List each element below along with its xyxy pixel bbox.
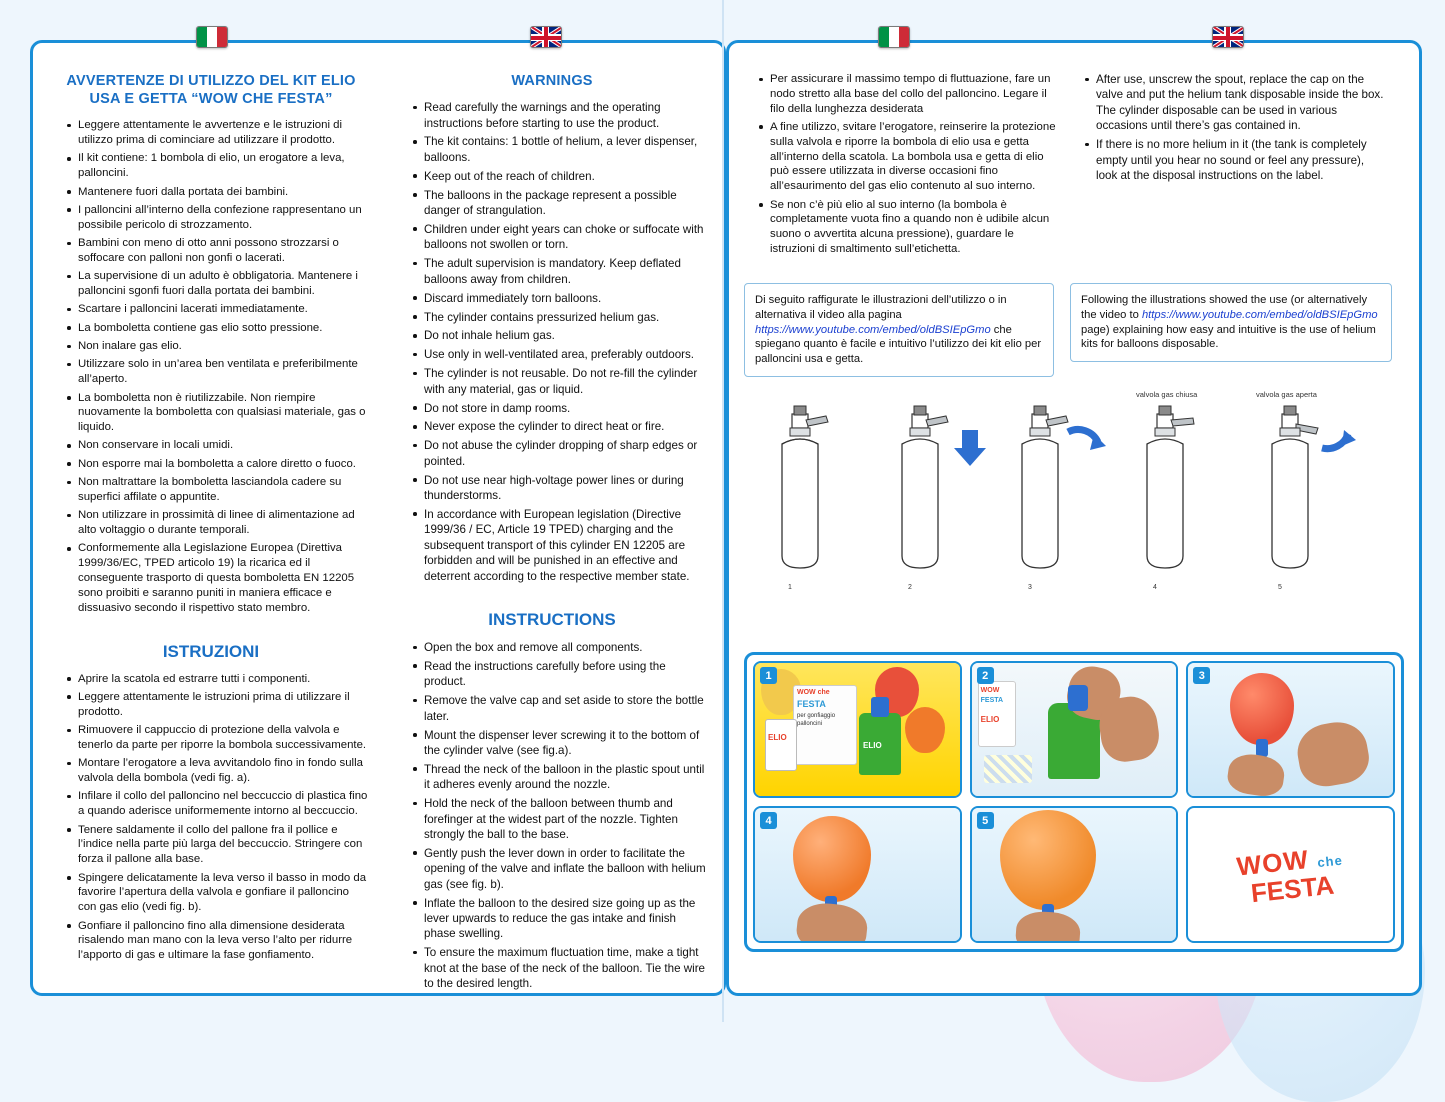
- english-warning-item: The adult supervision is mandatory. Keep deflated balloons away from children.: [413, 256, 706, 287]
- italian-warning-item: Conformemente alla Legislazione Europea (Direttiva 1999/36/EC, TPED articolo 19) la ricarica ed il conseguente trasporto di questa bomboletta EN 12205 sono proibiti e saranno puniti in maniera efficace e dissuasivo secondo il rispettivo stato membro.: [67, 541, 370, 615]
- english-instructions-list: [398, 640, 706, 992]
- italian-warning-item: Non maltrattare la bomboletta lasciandola cadere su superfici affilate o appuntite.: [67, 475, 370, 505]
- italian-warning-item: Bambini con meno di otto anni possono strozzarsi o soffocare con palloni non gonfi o lacerati.: [67, 236, 370, 266]
- italian-column: [52, 72, 370, 967]
- valve-open-label: valvola gas aperta: [1256, 390, 1317, 399]
- english-warning-item: The cylinder contains pressurized helium gas.: [413, 310, 706, 325]
- english-warning-item: Never expose the cylinder to direct heat or fire.: [413, 419, 706, 434]
- italian-instruction-item: Tenere saldamente il collo del pallone fra il pollice e l’indice nella parte più larga del beccuccio. Stringere con forza il pallone alla base.: [67, 823, 370, 867]
- english-instruction-item: Gently push the lever down in order to facilitate the opening of the valve and inflate the balloon with helium gas (see fig. b).: [413, 846, 706, 892]
- italian-continued-column: [744, 72, 1056, 260]
- photo-image: [755, 808, 960, 941]
- italian-warning-item: Il kit contiene: 1 bombola di elio, un erogatore a leva, palloncini.: [67, 151, 370, 181]
- english-warning-item: Do not inhale helium gas.: [413, 328, 706, 343]
- english-continued-column: [1070, 72, 1388, 187]
- diagram-step-4: [1119, 404, 1239, 589]
- step-number: 4: [1153, 584, 1157, 591]
- english-instruction-item: Thread the neck of the balloon in the plastic spout until it adheres evenly around the nozzle.: [413, 762, 706, 793]
- italian-flag-icon: [878, 26, 910, 48]
- english-column: [398, 72, 706, 995]
- italian-warning-item: Non utilizzare in prossimità di linee di alimentazione ad alto voltaggio o durante temporali.: [67, 508, 370, 538]
- english-warning-item: Keep out of the reach of children.: [413, 169, 706, 184]
- english-instruction-item: Mount the dispenser lever screwing it to the bottom of the cylinder valve (see fig.a).: [413, 728, 706, 759]
- italian-flag-icon: [196, 26, 228, 48]
- note-text-post: che spiegano quanto è facile e intuitivo l’utilizzo dei kit elio per palloncini usa e getta.: [755, 323, 1042, 366]
- logo-word2: FESTA: [1249, 869, 1336, 908]
- italian-instruction-item: Leggere attentamente le istruzioni prima di utilizzare il prodotto.: [67, 690, 370, 720]
- italian-continued-item: A fine utilizzo, svitare l’erogatore, reinserire la protezione sulla valvola e riporre la bombola di elio usa e getta all’interno della scatola. La bombola usa e getta di elio può essere utilizzata in diverse occasioni fino all’esaurimento del gas elio contenuto al suo interno.: [759, 120, 1056, 194]
- diagram-step-1: [754, 404, 874, 589]
- photo-step-2: [970, 661, 1179, 798]
- english-instruction-item: Remove the valve cap and set aside to store the bottle later.: [413, 693, 706, 724]
- photo-instruction-grid: [744, 652, 1404, 952]
- english-warning-item: Do not store in damp rooms.: [413, 401, 706, 416]
- english-warning-item: In accordance with European legislation (Directive 1999/36 / EC, Article 19 TPED) charging and the subsequent transport of this cylinder EN 12205 are forbidden and will be punished in an effective and deterrent according to the respective member state.: [413, 507, 706, 584]
- english-instruction-item: Open the box and remove all components.: [413, 640, 706, 655]
- english-video-note: [1070, 283, 1392, 362]
- italian-instruction-item: Montare l’erogatore a leva avvitandolo fino in fondo sulla valvola della bombola (vedi fig. a).: [67, 756, 370, 786]
- photo-badge: 5: [977, 812, 994, 829]
- step-number: 5: [1278, 584, 1282, 591]
- english-instruction-item: Read the instructions carefully before using the product.: [413, 659, 706, 690]
- wow-che-festa-logo: [1235, 842, 1346, 907]
- italian-warnings-title: AVVERTENZE DI UTILIZZO DEL KIT ELIO USA E GETTA “WOW CHE FESTA”: [66, 73, 356, 108]
- english-warning-item: The kit contains: 1 bottle of helium, a lever dispenser, balloons.: [413, 134, 706, 165]
- italian-instruction-item: Gonfiare il palloncino fino alla dimensione desiderata risalendo man mano con la leva verso l’alto per ridurre l’apporto di gas e ultimare la fase gonfiamento.: [67, 919, 370, 963]
- italian-instruction-item: Infilare il collo del palloncino nel beccuccio di plastica fino a quando aderisce uniformemente intorno al beccuccio.: [67, 789, 370, 819]
- logo-word1: WOW: [1234, 843, 1310, 882]
- english-continued-item: After use, unscrew the spout, replace the cap on the valve and put the helium tank disposable inside the box. The cylinder disposable can be used in various occasions until there’s gas contained in.: [1085, 72, 1388, 134]
- photo-image: WOW che FESTA per gonfiaggio palloncini ELIO ELIO: [755, 663, 960, 796]
- italian-warning-item: La supervisione di un adulto è obbligatoria. Mantenere i palloncini sgonfi fuori dalla portata dei bambini.: [67, 269, 370, 299]
- photo-step-1: [753, 661, 962, 798]
- english-continued-list: [1070, 72, 1388, 183]
- english-instruction-item: Hold the neck of the balloon between thumb and forefinger at the widest part of the nozzle. Tighten strongly the ball to the base.: [413, 796, 706, 842]
- italian-continued-item: Se non c’è più elio al suo interno (la bombola è completamente vuota fino a quando non è udibile alcun suono o avvertita alcuna pressione), guardare le istruzioni di smaltimento sull’etichetta.: [759, 198, 1056, 257]
- italian-continued-list: [744, 72, 1056, 257]
- photo-image: [972, 808, 1177, 941]
- photo-badge: 4: [760, 812, 777, 829]
- english-warnings-title: WARNINGS: [511, 73, 593, 89]
- step-number: 1: [788, 584, 792, 591]
- italian-instructions-list: [52, 672, 370, 963]
- step-number: 2: [908, 584, 912, 591]
- english-warning-item: The balloons in the package represent a possible danger of strangulation.: [413, 188, 706, 219]
- italian-warning-item: Scartare i palloncini lacerati immediatamente.: [67, 302, 370, 317]
- italian-warning-item: Utilizzare solo in un’area ben ventilata e preferibilmente all’aperto.: [67, 357, 370, 387]
- photo-badge: 3: [1193, 667, 1210, 684]
- italian-warning-item: Non conservare in locali umidi.: [67, 438, 370, 453]
- italian-warnings-list: [52, 118, 370, 615]
- youtube-link[interactable]: https://www.youtube.com/embed/oldBSIEpGmo: [755, 323, 991, 336]
- english-instruction-item: To ensure the maximum fluctuation time, make a tight knot at the base of the neck of the balloon. Tie the wire to the desired length.: [413, 945, 706, 991]
- english-warning-item: Children under eight years can choke or suffocate with balloons not swollen or torn.: [413, 222, 706, 253]
- italian-warning-item: Mantenere fuori dalla portata dei bambini.: [67, 185, 370, 200]
- diagram-step-5: [1244, 404, 1364, 589]
- logo-small: che: [1316, 852, 1344, 870]
- step-number: 3: [1028, 584, 1032, 591]
- uk-flag-icon: [530, 26, 562, 48]
- italian-warning-item: I palloncini all’interno della confezione rappresentano un possibile pericolo di strozzamento.: [67, 203, 370, 233]
- italian-instruction-item: Spingere delicatamente la leva verso il basso in modo da favorire l’apertura della valvola e gonfiare il palloncino con gas elio (vedi fig. b).: [67, 871, 370, 915]
- english-warning-item: Do not use near high-voltage power lines or during thunderstorms.: [413, 473, 706, 504]
- uk-flag-icon: [1212, 26, 1244, 48]
- photo-badge: 1: [760, 667, 777, 684]
- italian-instruction-item: Rimuovere il cappuccio di protezione della valvola e tenerlo da parte per riporre la bombola successivamente.: [67, 723, 370, 753]
- note-text-post: page) explaining how easy and intuitive is the use of helium kits for balloons disposable.: [1081, 323, 1376, 351]
- note-text-pre: Following the illustrations showed the use (or alternatively the video to: [1081, 294, 1368, 321]
- italian-warning-item: Leggere attentamente le avvertenze e le istruzioni di utilizzo prima di cominciare ad utilizzare il prodotto.: [67, 118, 370, 148]
- english-warning-item: Do not abuse the cylinder dropping of sharp edges or pointed.: [413, 438, 706, 469]
- photo-image: [1188, 663, 1393, 796]
- english-instructions-title: INSTRUCTIONS: [488, 610, 616, 629]
- diagram-step-3: [994, 404, 1114, 589]
- photo-step-4: [753, 806, 962, 943]
- english-warning-item: Read carefully the warnings and the operating instructions before starting to use the product.: [413, 100, 706, 131]
- english-warning-item: Use only in well-ventilated area, preferably outdoors.: [413, 347, 706, 362]
- note-text-pre: Di seguito raffigurate le illustrazioni dell’utilizzo o in alternativa il video alla pagina: [755, 294, 1007, 321]
- english-instruction-item: Inflate the balloon to the desired size going up as the lever upwards to reduce the gas intake and finish phase swelling.: [413, 896, 706, 942]
- photo-step-5: [970, 806, 1179, 943]
- italian-instruction-item: Aprire la scatola ed estrarre tutti i componenti.: [67, 672, 370, 687]
- english-warning-item: The cylinder is not reusable. Do not re-fill the cylinder with any material, gas or liquid.: [413, 366, 706, 397]
- photo-badge: 2: [977, 667, 994, 684]
- italian-video-note: [744, 283, 1054, 377]
- italian-warning-item: Non inalare gas elio.: [67, 339, 370, 354]
- page-fold-line: [722, 0, 724, 1022]
- valve-closed-label: valvola gas chiusa: [1136, 390, 1198, 399]
- english-continued-item: If there is no more helium in it (the tank is completely empty until you hear no sound or feel any pressure), look at the disposal instructions on the label.: [1085, 137, 1388, 183]
- diagram-step-2: [874, 404, 994, 589]
- italian-instructions-title: ISTRUZIONI: [162, 641, 260, 661]
- photo-image: WOW FESTA ELIO: [972, 663, 1177, 796]
- italian-warning-item: La bomboletta contiene gas elio sotto pressione.: [67, 321, 370, 336]
- brand-logo-cell: [1186, 806, 1395, 943]
- youtube-link[interactable]: https://www.youtube.com/embed/oldBSIEpGmo: [1141, 308, 1378, 321]
- english-warnings-list: [398, 100, 706, 584]
- english-warning-item: Discard immediately torn balloons.: [413, 291, 706, 306]
- italian-warning-item: La bomboletta non è riutilizzabile. Non riempire nuovamente la bomboletta con qualsiasi materiale, gas o liquido.: [67, 391, 370, 435]
- photo-step-3: [1186, 661, 1395, 798]
- italian-warning-item: Non esporre mai la bomboletta a calore diretto o fuoco.: [67, 457, 370, 472]
- italian-continued-item: Per assicurare il massimo tempo di fluttuazione, fare un nodo stretto alla base del collo del palloncino. Legare il filo della lunghezza desiderata: [759, 72, 1056, 116]
- cylinder-diagram: [744, 390, 1404, 590]
